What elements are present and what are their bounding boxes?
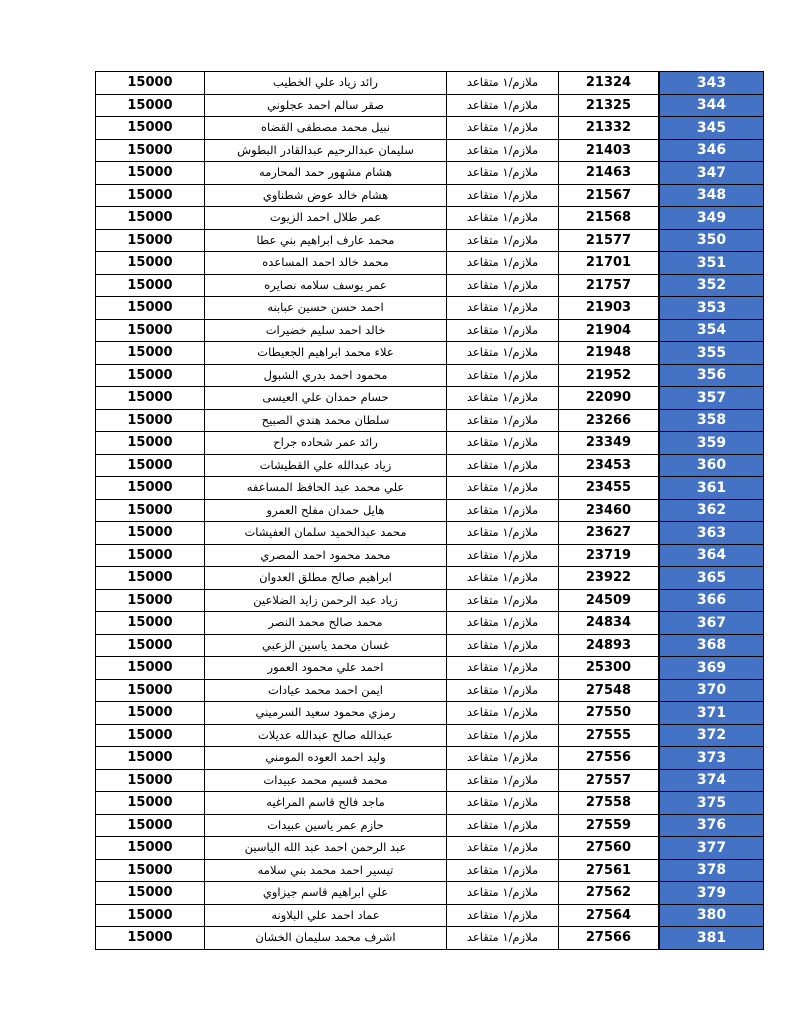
serial-number-cell: 370 xyxy=(659,679,764,702)
rank-cell: ملازم/١ متقاعد xyxy=(447,589,559,612)
table-row xyxy=(96,297,764,320)
rank-cell: ملازم/١ متقاعد xyxy=(447,319,559,342)
table-row xyxy=(96,724,764,747)
amount-cell: 15000 xyxy=(96,859,205,882)
rank-cell: ملازم/١ متقاعد xyxy=(447,904,559,927)
table-row xyxy=(96,274,764,297)
amount-cell: 15000 xyxy=(96,117,205,140)
rank-cell: ملازم/١ متقاعد xyxy=(447,162,559,185)
military-number-cell: 27561 xyxy=(559,859,660,882)
rank-cell: ملازم/١ متقاعد xyxy=(447,859,559,882)
military-number-cell: 24509 xyxy=(559,589,660,612)
amount-cell: 15000 xyxy=(96,139,205,162)
amount-cell: 15000 xyxy=(96,364,205,387)
military-number-cell: 21403 xyxy=(559,139,660,162)
amount-cell: 15000 xyxy=(96,589,205,612)
table-row xyxy=(96,477,764,500)
military-number-cell: 23349 xyxy=(559,432,660,455)
table-row xyxy=(96,904,764,927)
rank-cell: ملازم/١ متقاعد xyxy=(447,837,559,860)
amount-cell: 15000 xyxy=(96,387,205,410)
name-cell: ابراهيم صالح مطلق العدوان xyxy=(205,567,447,590)
table-row xyxy=(96,522,764,545)
serial-number-cell: 346 xyxy=(659,139,764,162)
serial-number-cell: 345 xyxy=(659,117,764,140)
serial-number-cell: 347 xyxy=(659,162,764,185)
serial-number-cell: 374 xyxy=(659,769,764,792)
amount-cell: 15000 xyxy=(96,747,205,770)
military-number-cell: 21904 xyxy=(559,319,660,342)
serial-number-cell: 364 xyxy=(659,544,764,567)
name-cell: عماد احمد علي البلاونه xyxy=(205,904,447,927)
rank-cell: ملازم/١ متقاعد xyxy=(447,769,559,792)
rank-cell: ملازم/١ متقاعد xyxy=(447,409,559,432)
name-cell: نبيل محمد مصطفى القضاه xyxy=(205,117,447,140)
name-cell: حازم عمر ياسين عبيدات xyxy=(205,814,447,837)
military-number-cell: 23922 xyxy=(559,567,660,590)
serial-number-cell: 355 xyxy=(659,342,764,365)
name-cell: احمد علي محمود العمور xyxy=(205,657,447,680)
table-row xyxy=(96,589,764,612)
name-cell: خالد احمد سليم خضيرات xyxy=(205,319,447,342)
table-row xyxy=(96,454,764,477)
military-number-cell: 25300 xyxy=(559,657,660,680)
name-cell: محمد قسيم محمد عبيدات xyxy=(205,769,447,792)
table-row xyxy=(96,409,764,432)
table-row xyxy=(96,634,764,657)
amount-cell: 15000 xyxy=(96,567,205,590)
name-cell: وليد احمد العوده المومني xyxy=(205,747,447,770)
amount-cell: 15000 xyxy=(96,522,205,545)
military-number-cell: 27548 xyxy=(559,679,660,702)
military-number-cell: 27564 xyxy=(559,904,660,927)
rank-cell: ملازم/١ متقاعد xyxy=(447,702,559,725)
name-cell: رائد عمر شحاده جراح xyxy=(205,432,447,455)
table-row xyxy=(96,499,764,522)
table-row xyxy=(96,612,764,635)
amount-cell: 15000 xyxy=(96,792,205,815)
serial-number-cell: 353 xyxy=(659,297,764,320)
table-row xyxy=(96,72,764,95)
military-number-cell: 27558 xyxy=(559,792,660,815)
amount-cell: 15000 xyxy=(96,207,205,230)
amount-cell: 15000 xyxy=(96,274,205,297)
amount-cell: 15000 xyxy=(96,724,205,747)
rank-cell: ملازم/١ متقاعد xyxy=(447,117,559,140)
serial-number-cell: 357 xyxy=(659,387,764,410)
serial-number-cell: 368 xyxy=(659,634,764,657)
rank-cell: ملازم/١ متقاعد xyxy=(447,882,559,905)
military-number-cell: 21332 xyxy=(559,117,660,140)
name-cell: علي ابراهيم قاسم جيزاوي xyxy=(205,882,447,905)
name-cell: حسام حمدان علي العيسى xyxy=(205,387,447,410)
amount-cell: 15000 xyxy=(96,612,205,635)
rank-cell: ملازم/١ متقاعد xyxy=(447,387,559,410)
rank-cell: ملازم/١ متقاعد xyxy=(447,207,559,230)
name-cell: صقر سالم احمد عجلوني xyxy=(205,94,447,117)
amount-cell: 15000 xyxy=(96,837,205,860)
military-number-cell: 27566 xyxy=(559,927,660,950)
serial-number-cell: 352 xyxy=(659,274,764,297)
rank-cell: ملازم/١ متقاعد xyxy=(447,499,559,522)
table-row xyxy=(96,387,764,410)
serial-number-cell: 365 xyxy=(659,567,764,590)
rank-cell: ملازم/١ متقاعد xyxy=(447,724,559,747)
table-row xyxy=(96,94,764,117)
rank-cell: ملازم/١ متقاعد xyxy=(447,634,559,657)
name-cell: عبدالله صالح عبدالله عديلات xyxy=(205,724,447,747)
name-cell: غسان محمد ياسين الزعبي xyxy=(205,634,447,657)
name-cell: عمر طلال احمد الزيوت xyxy=(205,207,447,230)
military-number-cell: 27559 xyxy=(559,814,660,837)
serial-number-cell: 359 xyxy=(659,432,764,455)
rank-cell: ملازم/١ متقاعد xyxy=(447,229,559,252)
name-cell: اشرف محمد سليمان الخشان xyxy=(205,927,447,950)
serial-number-cell: 376 xyxy=(659,814,764,837)
military-number-cell: 21324 xyxy=(559,72,660,95)
amount-cell: 15000 xyxy=(96,814,205,837)
rank-cell: ملازم/١ متقاعد xyxy=(447,657,559,680)
table-row xyxy=(96,117,764,140)
name-cell: سلطان محمد هندي الصبيح xyxy=(205,409,447,432)
name-cell: محمد صالح محمد النصر xyxy=(205,612,447,635)
rank-cell: ملازم/١ متقاعد xyxy=(447,139,559,162)
military-number-cell: 23455 xyxy=(559,477,660,500)
amount-cell: 15000 xyxy=(96,702,205,725)
name-cell: رمزي محمود سعيد السرميني xyxy=(205,702,447,725)
table-row xyxy=(96,657,764,680)
amount-cell: 15000 xyxy=(96,477,205,500)
military-number-cell: 21701 xyxy=(559,252,660,275)
military-number-cell: 21757 xyxy=(559,274,660,297)
amount-cell: 15000 xyxy=(96,319,205,342)
serial-number-cell: 372 xyxy=(659,724,764,747)
name-cell: محمد عارف ابراهيم بني عطا xyxy=(205,229,447,252)
military-number-cell: 27557 xyxy=(559,769,660,792)
name-cell: سليمان عبدالرحيم عبدالقادر البطوش xyxy=(205,139,447,162)
pension-list-table xyxy=(95,71,764,950)
name-cell: علي محمد عبد الحافظ المساعفه xyxy=(205,477,447,500)
rank-cell: ملازم/١ متقاعد xyxy=(447,297,559,320)
rank-cell: ملازم/١ متقاعد xyxy=(447,747,559,770)
rank-cell: ملازم/١ متقاعد xyxy=(447,274,559,297)
name-cell: تيسير احمد محمد بني سلامه xyxy=(205,859,447,882)
table-row xyxy=(96,342,764,365)
table-row xyxy=(96,859,764,882)
serial-number-cell: 361 xyxy=(659,477,764,500)
serial-number-cell: 358 xyxy=(659,409,764,432)
table-row xyxy=(96,184,764,207)
table-body xyxy=(96,72,764,950)
serial-number-cell: 381 xyxy=(659,927,764,950)
amount-cell: 15000 xyxy=(96,679,205,702)
serial-number-cell: 366 xyxy=(659,589,764,612)
amount-cell: 15000 xyxy=(96,769,205,792)
serial-number-cell: 378 xyxy=(659,859,764,882)
table-row xyxy=(96,567,764,590)
amount-cell: 15000 xyxy=(96,882,205,905)
table-row xyxy=(96,792,764,815)
rank-cell: ملازم/١ متقاعد xyxy=(447,522,559,545)
serial-number-cell: 349 xyxy=(659,207,764,230)
military-number-cell: 21948 xyxy=(559,342,660,365)
military-number-cell: 21577 xyxy=(559,229,660,252)
table-row xyxy=(96,882,764,905)
military-number-cell: 23627 xyxy=(559,522,660,545)
name-cell: زياد عبدالله علي القطيشات xyxy=(205,454,447,477)
military-number-cell: 27562 xyxy=(559,882,660,905)
amount-cell: 15000 xyxy=(96,229,205,252)
serial-number-cell: 367 xyxy=(659,612,764,635)
name-cell: عمر يوسف سلامه نصايره xyxy=(205,274,447,297)
name-cell: هشام مشهور حمد المحارمه xyxy=(205,162,447,185)
name-cell: عبد الرحمن احمد عبد الله الياسين xyxy=(205,837,447,860)
name-cell: احمد حسن حسين عبابنه xyxy=(205,297,447,320)
table-row xyxy=(96,702,764,725)
table-row xyxy=(96,769,764,792)
amount-cell: 15000 xyxy=(96,184,205,207)
table-row xyxy=(96,814,764,837)
rank-cell: ملازم/١ متقاعد xyxy=(447,544,559,567)
table-row xyxy=(96,544,764,567)
military-number-cell: 23453 xyxy=(559,454,660,477)
military-number-cell: 23719 xyxy=(559,544,660,567)
table-row xyxy=(96,252,764,275)
name-cell: ايمن احمد محمد عيادات xyxy=(205,679,447,702)
military-number-cell: 27550 xyxy=(559,702,660,725)
rank-cell: ملازم/١ متقاعد xyxy=(447,184,559,207)
rank-cell: ملازم/١ متقاعد xyxy=(447,679,559,702)
rank-cell: ملازم/١ متقاعد xyxy=(447,612,559,635)
military-number-cell: 23460 xyxy=(559,499,660,522)
rank-cell: ملازم/١ متقاعد xyxy=(447,927,559,950)
military-number-cell: 23266 xyxy=(559,409,660,432)
military-number-cell: 27560 xyxy=(559,837,660,860)
military-number-cell: 24834 xyxy=(559,612,660,635)
table-row xyxy=(96,364,764,387)
name-cell: ماجد فالح قاسم المراغيه xyxy=(205,792,447,815)
serial-number-cell: 371 xyxy=(659,702,764,725)
serial-number-cell: 379 xyxy=(659,882,764,905)
rank-cell: ملازم/١ متقاعد xyxy=(447,72,559,95)
table-row xyxy=(96,837,764,860)
name-cell: زياد عبد الرحمن زايد الضلاعين xyxy=(205,589,447,612)
military-number-cell: 24893 xyxy=(559,634,660,657)
rank-cell: ملازم/١ متقاعد xyxy=(447,567,559,590)
rank-cell: ملازم/١ متقاعد xyxy=(447,477,559,500)
table-row xyxy=(96,162,764,185)
name-cell: رائد زياد علي الخطيب xyxy=(205,72,447,95)
military-number-cell: 21568 xyxy=(559,207,660,230)
serial-number-cell: 354 xyxy=(659,319,764,342)
serial-number-cell: 369 xyxy=(659,657,764,680)
amount-cell: 15000 xyxy=(96,252,205,275)
amount-cell: 15000 xyxy=(96,94,205,117)
amount-cell: 15000 xyxy=(96,454,205,477)
name-cell: محمد محمود احمد المصري xyxy=(205,544,447,567)
military-number-cell: 21903 xyxy=(559,297,660,320)
serial-number-cell: 362 xyxy=(659,499,764,522)
rank-cell: ملازم/١ متقاعد xyxy=(447,432,559,455)
name-cell: محمود احمد بدري الشبول xyxy=(205,364,447,387)
military-number-cell: 21567 xyxy=(559,184,660,207)
table-row xyxy=(96,747,764,770)
amount-cell: 15000 xyxy=(96,904,205,927)
amount-cell: 15000 xyxy=(96,297,205,320)
serial-number-cell: 356 xyxy=(659,364,764,387)
serial-number-cell: 377 xyxy=(659,837,764,860)
table-row xyxy=(96,432,764,455)
table-row xyxy=(96,679,764,702)
rank-cell: ملازم/١ متقاعد xyxy=(447,364,559,387)
serial-number-cell: 373 xyxy=(659,747,764,770)
serial-number-cell: 344 xyxy=(659,94,764,117)
name-cell: محمد خالد احمد المساعده xyxy=(205,252,447,275)
serial-number-cell: 343 xyxy=(659,72,764,95)
name-cell: علاء محمد ابراهيم الجعيطات xyxy=(205,342,447,365)
military-number-cell: 27556 xyxy=(559,747,660,770)
military-number-cell: 21463 xyxy=(559,162,660,185)
amount-cell: 15000 xyxy=(96,162,205,185)
rank-cell: ملازم/١ متقاعد xyxy=(447,454,559,477)
serial-number-cell: 375 xyxy=(659,792,764,815)
rank-cell: ملازم/١ متقاعد xyxy=(447,342,559,365)
serial-number-cell: 380 xyxy=(659,904,764,927)
table-row xyxy=(96,927,764,950)
rank-cell: ملازم/١ متقاعد xyxy=(447,252,559,275)
table-row xyxy=(96,319,764,342)
military-number-cell: 22090 xyxy=(559,387,660,410)
military-number-cell: 21325 xyxy=(559,94,660,117)
serial-number-cell: 360 xyxy=(659,454,764,477)
amount-cell: 15000 xyxy=(96,432,205,455)
amount-cell: 15000 xyxy=(96,634,205,657)
table-row xyxy=(96,207,764,230)
serial-number-cell: 348 xyxy=(659,184,764,207)
serial-number-cell: 350 xyxy=(659,229,764,252)
amount-cell: 15000 xyxy=(96,342,205,365)
amount-cell: 15000 xyxy=(96,499,205,522)
rank-cell: ملازم/١ متقاعد xyxy=(447,792,559,815)
amount-cell: 15000 xyxy=(96,409,205,432)
serial-number-cell: 351 xyxy=(659,252,764,275)
rank-cell: ملازم/١ متقاعد xyxy=(447,814,559,837)
rank-cell: ملازم/١ متقاعد xyxy=(447,94,559,117)
military-number-cell: 27555 xyxy=(559,724,660,747)
amount-cell: 15000 xyxy=(96,657,205,680)
table-row xyxy=(96,229,764,252)
amount-cell: 15000 xyxy=(96,544,205,567)
amount-cell: 15000 xyxy=(96,927,205,950)
table-row xyxy=(96,139,764,162)
serial-number-cell: 363 xyxy=(659,522,764,545)
military-number-cell: 21952 xyxy=(559,364,660,387)
amount-cell: 15000 xyxy=(96,72,205,95)
name-cell: محمد عبدالحميد سلمان العفيشات xyxy=(205,522,447,545)
name-cell: هشام خالد عوض شطناوي xyxy=(205,184,447,207)
name-cell: هايل حمدان مفلح العمرو xyxy=(205,499,447,522)
